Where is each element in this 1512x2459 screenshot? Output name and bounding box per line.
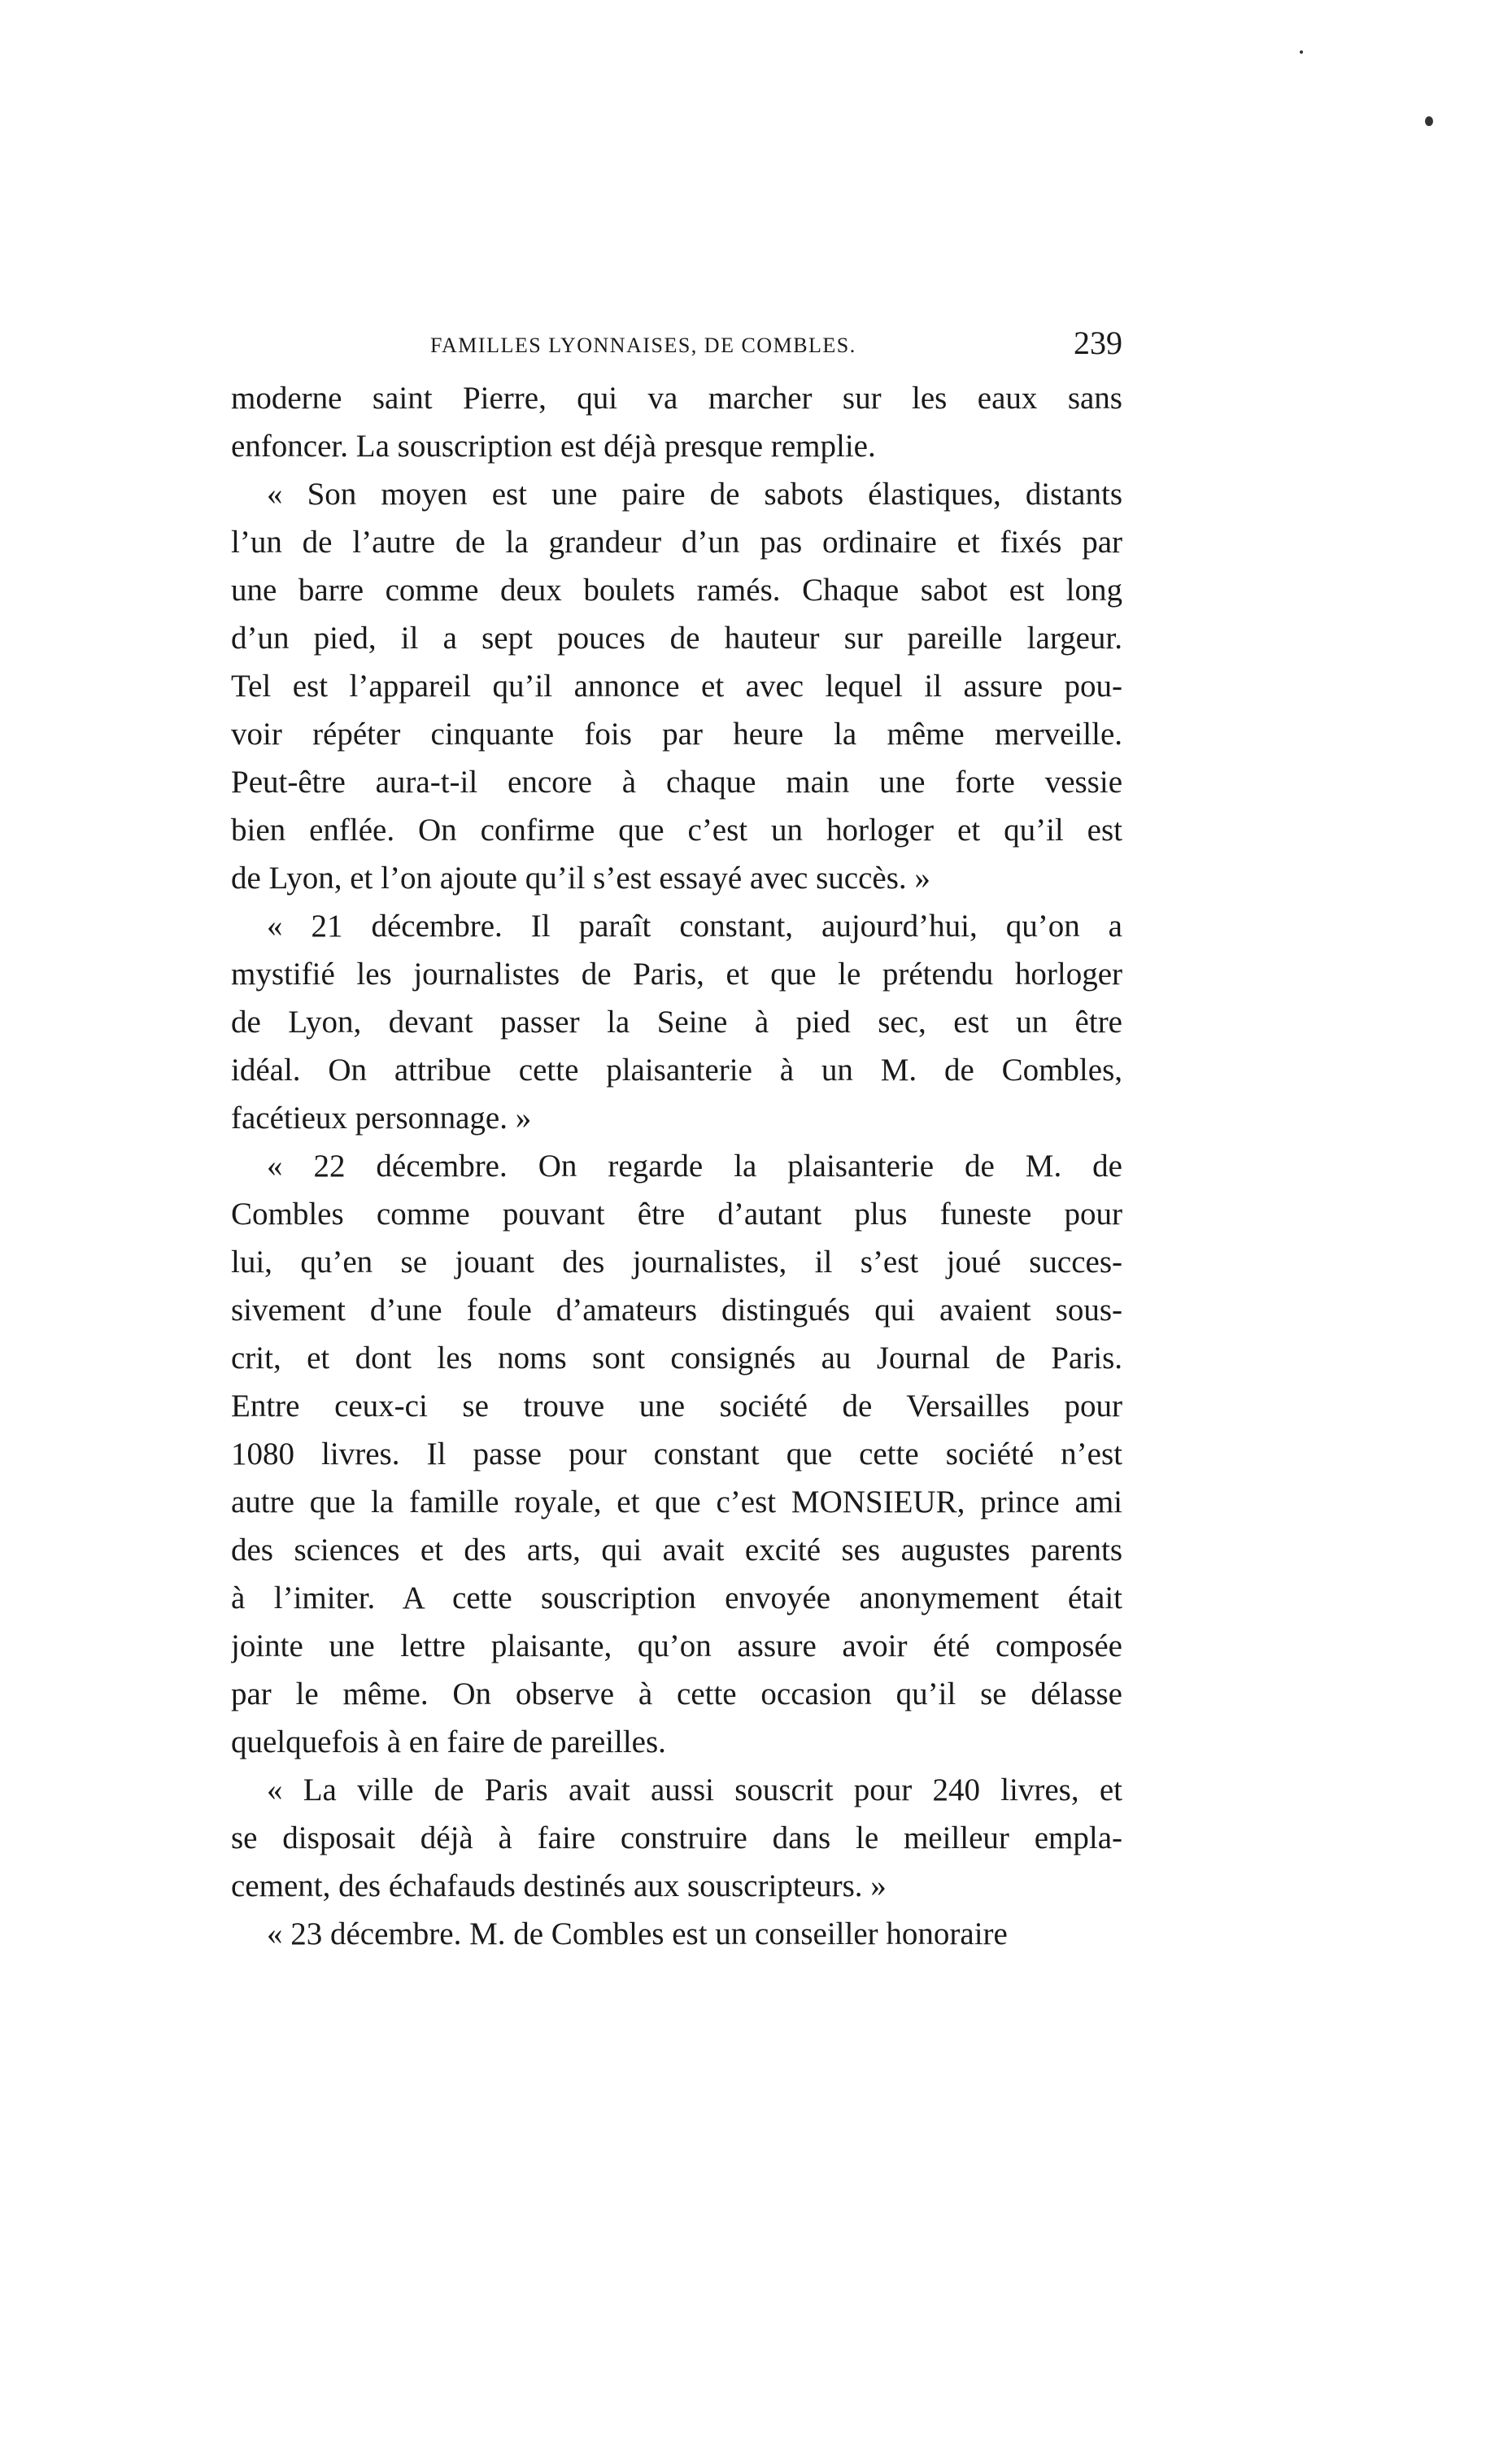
text-line: des sciences et des arts, qui avait excité ses augustes parents <box>231 1533 1122 1567</box>
text-line: idéal. On attribue cette plaisanterie à un M. de Combles, <box>231 1053 1122 1088</box>
text-line: l’un de l’autre de la grandeur d’un pas ordinaire et fixés par <box>231 525 1122 560</box>
text-line: facétieux personnage. » <box>231 1101 532 1136</box>
paragraph <box>231 470 1122 902</box>
paragraph <box>231 374 1122 470</box>
text-line: autre que la famille royale, et que c’est MONSIEUR, prince ami <box>231 1485 1122 1519</box>
text-line: se disposait déjà à faire construire dans le meilleur empla- <box>231 1820 1122 1855</box>
text-line: Combles comme pouvant être d’autant plus funeste pour <box>231 1197 1122 1232</box>
text-line: cement, des échafauds destinés aux souscripteurs. » <box>231 1868 887 1903</box>
text-line: de Lyon, devant passer la Seine à pied sec, est un être <box>231 1005 1122 1040</box>
paragraph <box>231 1766 1122 1910</box>
text-line: jointe une lettre plaisante, qu’on assure avoir été composée <box>231 1628 1122 1663</box>
text-line: à l’imiter. A cette souscription envoyée anonymement était <box>231 1580 1122 1615</box>
text-line: « 21 décembre. Il paraît constant, aujourd’hui, qu’on a <box>267 909 1122 944</box>
text-line: Entre ceux-ci se trouve une société de Versailles pour <box>231 1389 1122 1424</box>
text-line: « Son moyen est une paire de sabots élastiques, distants <box>267 477 1122 512</box>
text-line: sivement d’une foule d’amateurs distingués qui avaient sous- <box>231 1293 1122 1328</box>
text-line: d’un pied, il a sept pouces de hauteur sur pareille largeur. <box>231 621 1122 656</box>
paragraph <box>231 1142 1122 1766</box>
text-line: de Lyon, et l’on ajoute qu’il s’est essayé avec succès. » <box>231 861 930 896</box>
text-line: « 22 décembre. On regarde la plaisanterie de M. de <box>267 1149 1122 1184</box>
text-line: mystifié les journalistes de Paris, et que le prétendu horloger <box>231 957 1122 992</box>
text-line: une barre comme deux boulets ramés. Chaque sabot est long <box>231 573 1122 608</box>
body-text <box>231 374 1122 2001</box>
text-line: moderne saint Pierre, qui va marcher sur les eaux sans <box>231 381 1122 416</box>
text-line: voir répéter cinquante fois par heure la même merveille. <box>231 717 1122 752</box>
text-line: lui, qu’en se jouant des journalistes, il s’est joué succes- <box>231 1245 1122 1280</box>
text-line: « 23 décembre. M. de Combles est un conseiller honoraire <box>267 1916 1008 1951</box>
page-number: 239 <box>1074 325 1122 361</box>
text-line: par le même. On observe à cette occasion qu’il se délasse <box>231 1676 1122 1711</box>
running-head: FAMILLES LYONNAISES, DE COMBLES. <box>430 334 856 357</box>
text-line: « La ville de Paris avait aussi souscrit pour 240 livres, et <box>267 1772 1122 1807</box>
text-line: 1080 livres. Il passe pour constant que cette société n’est <box>231 1437 1122 1471</box>
paragraph <box>231 1910 1122 1958</box>
text-line: quelquefois à en faire de pareilles. <box>231 1724 666 1759</box>
text-line: bien enflée. On confirme que c’est un horloger et qu’il est <box>231 813 1122 848</box>
text-line: crit, et dont les noms sont consignés au Journal de Paris. <box>231 1341 1122 1376</box>
text-line: enfoncer. La souscription est déjà presque remplie. <box>231 429 876 464</box>
page-header <box>231 324 1122 364</box>
text-line: Peut-être aura-t-il encore à chaque main une forte vessie <box>231 765 1122 800</box>
paragraph <box>231 902 1122 1142</box>
ink-speck <box>1300 50 1303 54</box>
ink-speck <box>1425 116 1433 126</box>
text-line: Tel est l’appareil qu’il annonce et avec lequel il assure pou- <box>231 669 1122 704</box>
